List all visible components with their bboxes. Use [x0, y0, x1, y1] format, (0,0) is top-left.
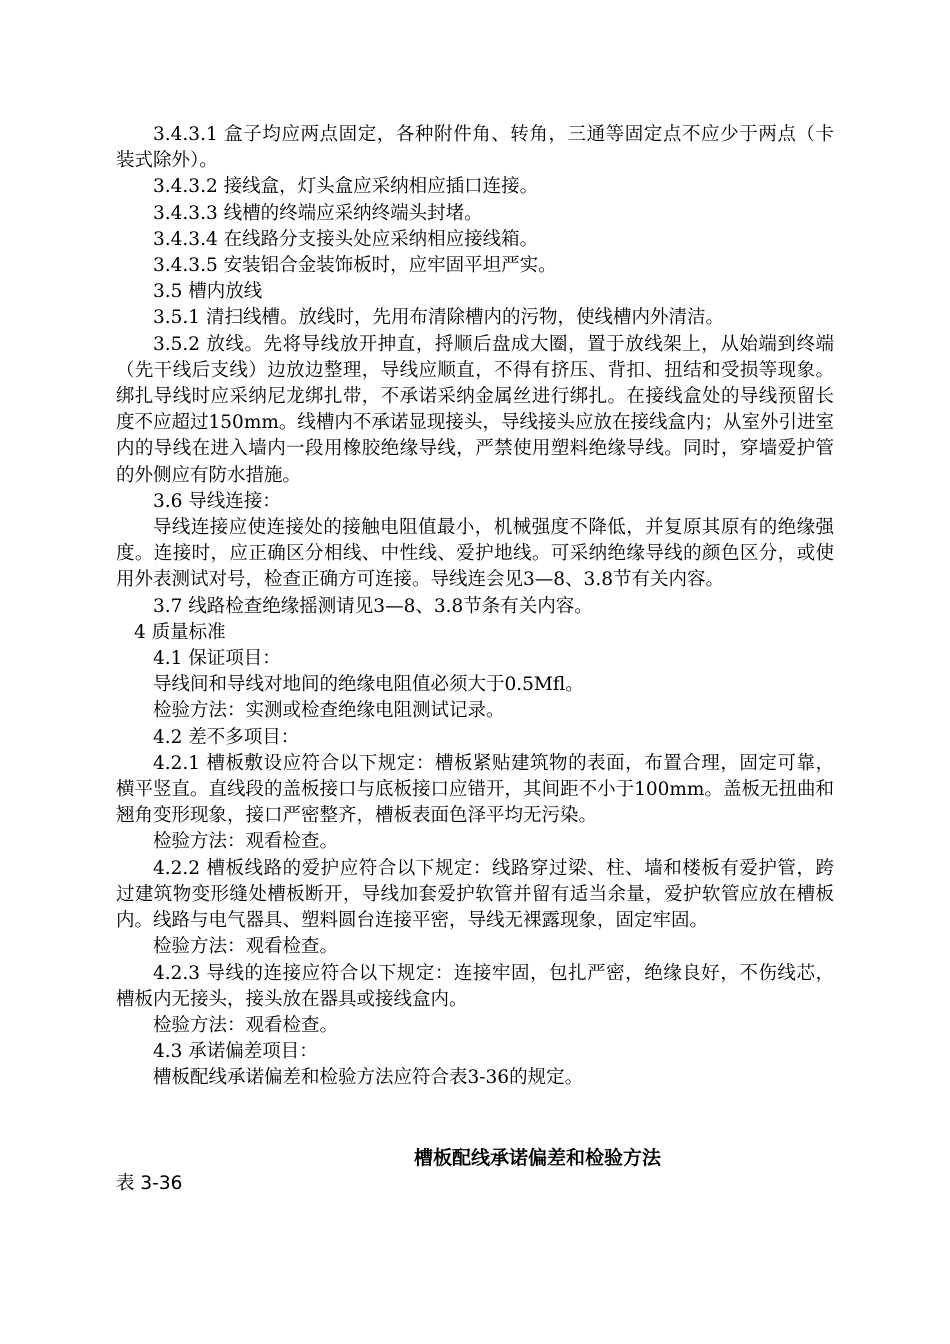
paragraph-4-1-method: 检验方法：实测或检查绝缘电阻测试记录。 [153, 700, 505, 722]
paragraph-4-2-1-method: 检验方法：观看检查。 [153, 831, 339, 853]
paragraph-3-4-3-5: 3.4.3.5 安装铝合金装饰板时，应牢固平坦严实。 [153, 255, 557, 277]
paragraph-3-6-body: 导线连接应使连接处的接触电阻值最小，机械强度不降低，并复原其原有的绝缘强度。连接时，应正确区分相线、中性线、爱护地线。可采纳绝缘导线的颜色区分，或使用外表测试对号，检查正确方可连接。导线连会见3—8、3.8节有关内容。 [116, 517, 834, 591]
paragraph-3-5-1: 3.5.1 清扫线槽。放线时，先用布清除槽内的污物，使线槽内外清洁。 [153, 307, 724, 329]
section-heading-4-2: 4.2 差不多项目： [153, 726, 300, 748]
section-heading-4-3: 4.3 承诺偏差项目： [153, 1041, 318, 1063]
table-number: 表 3-36 [116, 1173, 183, 1194]
section-heading-4-1: 4.1 保证项目： [153, 648, 281, 670]
paragraph-4-3-body: 槽板配线承诺偏差和检验方法应符合表3-36的规定。 [153, 1067, 584, 1089]
table-caption: 槽板配线承诺偏差和检验方法 [414, 1147, 662, 1169]
paragraph-4-2-3-method: 检验方法：观看检查。 [153, 1014, 339, 1036]
paragraph-3-5-2: 3.5.2 放线。先将导线放开抻直，捋顺后盘成大圈，置于放线架上，从始端到终端（先干线后支线）边放边整理，导线应顺直，不得有挤压、背扣、扭结和受损等现象。绑扎导线时应采纳尼龙绑扎带，不承诺采纳金属丝进行绑扎。在接线盒处的导线预留长度不应超过150mm。线槽内不承诺显现接头，导线接头应放在接线盒内；从室外引进室内的导线在进入墙内一段用橡胶绝缘导线，严禁使用塑料绝缘导线。同时，穿墙爱护管的外侧应有防水措施。 [116, 333, 834, 486]
paragraph-3-4-3-3: 3.4.3.3 线槽的终端应采纳终端头封堵。 [153, 202, 483, 224]
document-body [116, 122, 834, 1092]
paragraph-4-2-2: 4.2.2 槽板线路的爱护应符合以下规定：线路穿过梁、柱、墙和楼板有爱护管，跨过建筑物变形缝处槽板断开，导线加套爱护软管并留有适当余量，爱护软管应放在槽板内。线路与电气器具、塑料圆台连接平密，导线无裸露现象，固定牢固。 [116, 857, 834, 932]
paragraph-4-1-requirement: 导线间和导线对地间的绝缘电阻值必须大于0.5Mfl。 [153, 674, 584, 696]
section-heading-3-5: 3.5 槽内放线 [153, 281, 263, 303]
paragraph-4-2-3: 4.2.3 导线的连接应符合以下规定：连接牢固，包扎严密，绝缘良好，不伤线芯，槽板内无接头，接头放在器具或接线盒内。 [116, 962, 834, 1010]
paragraph-3-4-3-4: 3.4.3.4 在线路分支接头处应采纳相应接线箱。 [153, 228, 539, 250]
section-heading-3-6: 3.6 导线连接： [153, 490, 281, 512]
paragraph-4-2-2-method: 检验方法：观看检查。 [153, 936, 339, 958]
paragraph-3-4-3-1: 3.4.3.1 盒子均应两点固定，各种附件角、转角，三通等固定点不应少于两点（卡装式除外）。 [116, 124, 834, 172]
paragraph-3-7: 3.7 线路检查绝缘摇测请见3—8、3.8节条有关内容。 [153, 595, 593, 617]
paragraph-4-2-1: 4.2.1 槽板敷设应符合以下规定：槽板紧贴建筑物的表面，布置合理，固定可靠，横平竖直。直线段的盖板接口与底板接口应错开，其间距不小于100mm。盖板无扭曲和翘角变形现象，接口严密整齐，槽板表面色泽平均无污染。 [116, 752, 834, 827]
section-heading-4: 4 质量标准 [134, 621, 226, 643]
paragraph-3-4-3-2: 3.4.3.2 接线盒，灯头盒应采纳相应插口连接。 [153, 176, 539, 198]
